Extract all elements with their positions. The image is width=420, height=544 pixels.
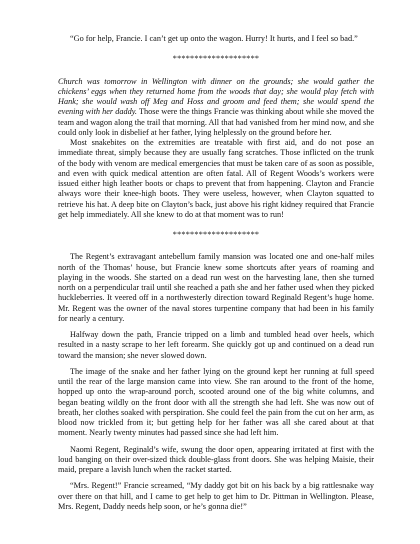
mansion-paragraph: The Regent’s extravagant antebellum family mansion was located one and one-half miles north of the Thomas’ house, but Francie knew some shortcuts after years of roaming and playing in the woods. She started on a dead run west on the harvesting lane, then she turned north on a perpendicular trail until she reached a path she and her father used when they picked huckleberries. It veered off in a northwesterly direction toward Reginald Regent’s huge home. Mr. Regent was the owner of the naval stores turpentine company that had been in his family for nearly a century. [58,252,374,323]
dialogue-paragraph-1: “Go for help, Francie. I can’t get up onto the wagon. Hurry! It hurts, and I feel so bad.” [70,34,358,43]
naomi-paragraph: Naomi Regent, Reginald’s wife, swung the door open, appearing irritated at first with the loud banging on their over-sized thick double-glass front doors. She was helping Maisie, their maid, prepare a lavish lunch when the racket started. [58,444,374,474]
snakebite-paragraph: Most snakebites on the extremities are treatable with first aid, and do not pose an immediate threat, simply because they are usually fang scratches. Those inflicted on the trunk of the body with venom are medical emergencies that must be taken care of as soon as possible, and even with quick medical attention are often fatal. All of Regent Woods’s workers were issued either high leather boots or chaps to prevent that from happening. Clayton and Francie always wore their knee-high boots. They were useless, however, when Clayton squatted to retrieve his hat. A deep bite on Clayton’s back, just above his right kidney required that Francie get help immediately. All she knew to do at that moment was to run! [58,138,375,219]
tripped-paragraph: Halfway down the path, Francie tripped on a limb and tumbled head over heels, which resulted in a nasty scrape to her left forearm. She quickly got up and continued on a dead run toward the mansion; she never slowed down. [58,330,374,360]
italic-passage: Church was tomorrow in Wellington with dinner on the grounds; she would gather the chickens’ eggs when they returned home from the woods that day; she would play fetch with Hank; she would wash off Meg and Hoss and groom and feed them; she would spend the evening with her daddy. [58,76,374,117]
section-separator-1: ******************** [172,54,260,64]
francie-dialogue-paragraph: “Mrs. Regent!” Francie screamed, “My daddy got bit on his back by a big rattlesnake way over there on that hill, and I came to get help to get him to Dr. Pittman in Wellington. Please, Mrs. Regent, Daddy needs help soon, or he’s gonna die!” [58,481,374,511]
running-paragraph: The image of the snake and her father lying on the ground kept her running at full speed until the rear of the large mansion came into view. She ran around to the front of the home, hopped up onto the wrap-around porch, scooted around one of the big white columns, and began beating wildly on the front door with all the strength she had left. She was now out of breath, her clothes soaked with perspiration. She could feel the pain from the cut on her arm, as blood now trickled from it; but getting help for her father was all she cared about at that moment. Nearly twenty minutes had passed since she had left him. [58,366,374,438]
paragraph-2-continuation: Those were the things Francie was thinking about while she moved the team and wagon along the trail that morning. All that had vanished from her mind now, and she could only look in disbelief at her father, lying helplessly on the ground before her. [58,107,374,137]
section-separator-2: ******************** [172,230,260,239]
narrative-paragraph-2 [58,77,374,139]
document-page [58,34,374,512]
